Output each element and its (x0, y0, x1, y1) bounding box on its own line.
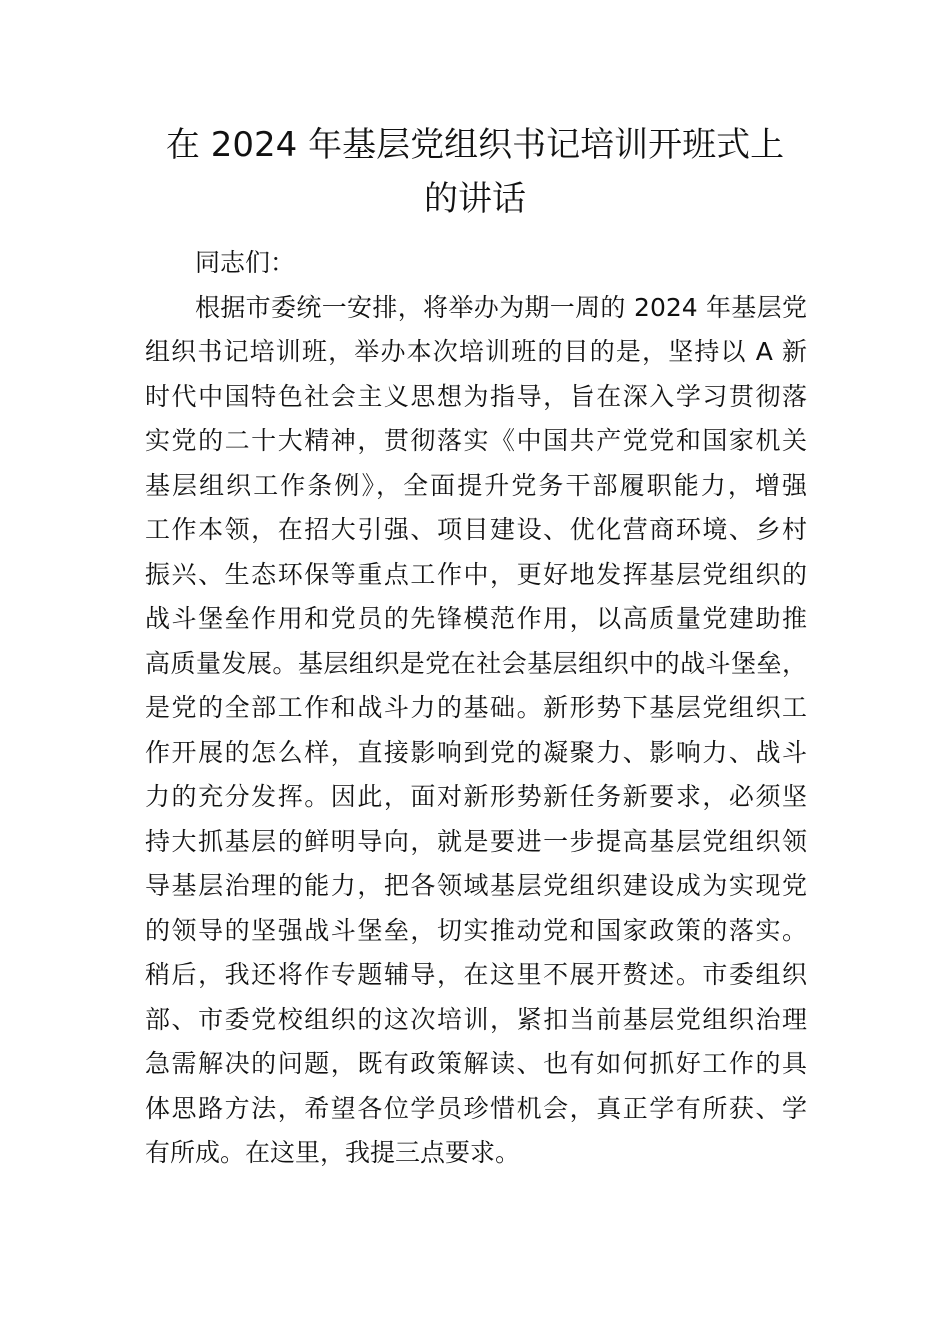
paragraph-line: 高质量发展。基层组织是党在社会基层组织中的战斗堡垒， (145, 648, 807, 678)
title-line: 在 2024 年基层党组织书记培训开班式上 (165, 125, 785, 165)
paragraph-line: 战斗堡垒作用和党员的先锋模范作用，以高质量党建助推 (145, 604, 807, 633)
body-paragraph (145, 286, 807, 1176)
paragraph-line: 工作本领，在招大引强、项目建设、优化营商环境、乡村 (145, 515, 807, 544)
paragraph-line: 稍后，我还将作专题辅导，在这里不展开赘述。市委组织 (145, 960, 807, 989)
paragraph-line: 急需解决的问题，既有政策解读、也有如何抓好工作的具 (145, 1049, 807, 1078)
paragraph-line: 组织书记培训班，举办本次培训班的目的是，坚持以 A 新 (145, 337, 807, 366)
paragraph-line: 根据市委统一安排，将举办为期一周的 2024 年基层党 (195, 292, 807, 322)
paragraph-line: 导基层治理的能力，把各领域基层党组织建设成为实现党 (145, 871, 807, 900)
paragraph-line: 的领导的坚强战斗堡垒，切实推动党和国家政策的落实。 (145, 915, 807, 945)
paragraph-line: 部、市委党校组织的这次培训，紧扣当前基层党组织治理 (145, 1004, 807, 1034)
paragraph-line: 实党的二十大精神，贯彻落实《中国共产党党和国家机关 (145, 426, 807, 455)
paragraph-line: 力的充分发挥。因此，面对新形势新任务新要求，必须坚 (145, 782, 807, 811)
paragraph-line: 体思路方法，希望各位学员珍惜机会，真正学有所获、学 (145, 1093, 807, 1123)
paragraph-line: 是党的全部工作和战斗力的基础。新形势下基层党组织工 (145, 693, 807, 722)
paragraph-line: 时代中国特色社会主义思想为指导，旨在深入学习贯彻落 (145, 381, 807, 411)
paragraph-line: 作开展的怎么样，直接影响到党的凝聚力、影响力、战斗 (145, 737, 807, 767)
paragraph-line: 基层组织工作条例》，全面提升党务干部履职能力，增强 (145, 470, 807, 500)
document-body (145, 241, 807, 1176)
paragraph-line: 振兴、生态环保等重点工作中，更好地发挥基层党组织的 (145, 559, 807, 589)
document-title (150, 118, 800, 226)
title-line: 的讲话 (424, 179, 526, 219)
paragraph-line: 持大抓基层的鲜明导向，就是要进一步提高基层党组织领 (145, 826, 807, 856)
salutation: 同志们： (195, 248, 296, 277)
paragraph-line: 有所成。在这里，我提三点要求。 (145, 1138, 521, 1167)
